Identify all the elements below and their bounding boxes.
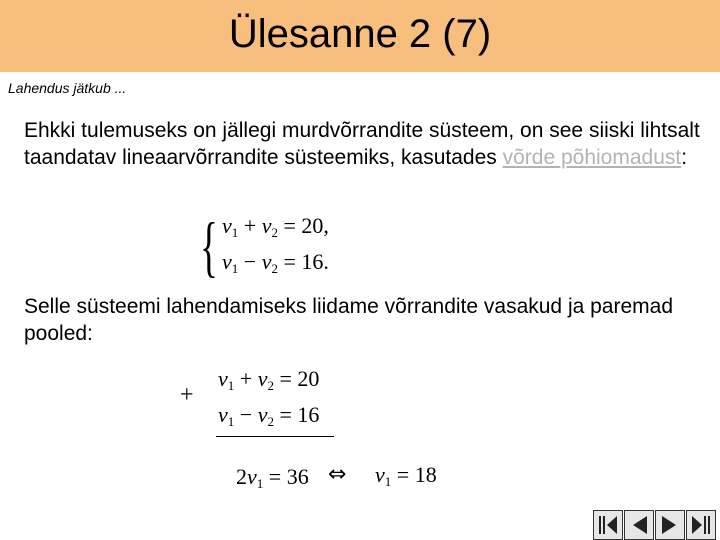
last-icon: [690, 514, 712, 536]
navigation-bar: [593, 510, 719, 540]
solution-equation: $v_1 = 18$: [375, 462, 437, 489]
slide-subtitle: Lahendus jätkub ...: [8, 80, 127, 96]
result-equation: $2v_1 = 36$: [236, 464, 309, 491]
system-equation-2: $v_1 - v_2 = 16$.: [222, 249, 329, 276]
solution-rhs: 18: [414, 462, 437, 487]
system-brace: {: [200, 208, 218, 284]
paragraph-2: Selle süsteemi lahendamiseks liidame võrrandite vasakud ja paremad pooled:: [24, 295, 674, 345]
first-icon: [597, 514, 619, 536]
system-eq1-rhs: 20,: [301, 213, 329, 238]
paragraph-1: [24, 117, 704, 171]
result-rhs: 36: [286, 464, 309, 489]
equivalence-icon: ⇔: [328, 462, 347, 487]
slide-title: Ülesanne 2 (7): [228, 12, 492, 56]
result-coefficient: 2: [236, 464, 247, 489]
last-slide-button[interactable]: [686, 510, 716, 540]
addition-eq2-rhs: 16: [297, 402, 320, 427]
previous-slide-button[interactable]: [624, 510, 654, 540]
sum-line: [216, 436, 334, 437]
link-vorde-pohiomadus[interactable]: võrde põhiomadust: [502, 146, 682, 169]
previous-icon: [628, 514, 650, 536]
next-slide-button[interactable]: [655, 510, 685, 540]
next-icon: [659, 514, 681, 536]
plus-sign: +: [180, 382, 194, 408]
paragraph-1-text: Ehkki tulemuseks on jällegi murdvõrrandite süsteem, on see siiski lihtsalt taandatav lineaarvõrrandite süsteemiks, kasutades: [24, 119, 700, 169]
system-equation-1: $v_1 + v_2 = 20$,: [222, 213, 329, 240]
addition-equation-2: $v_1 - v_2 = 16$: [218, 402, 320, 429]
addition-equation-1: $v_1 + v_2 = 20$: [218, 366, 320, 393]
addition-eq1-rhs: 20: [297, 366, 320, 391]
paragraph-1-end: :: [681, 146, 688, 169]
first-slide-button[interactable]: [593, 510, 623, 540]
system-eq2-rhs: 16.: [301, 249, 329, 274]
